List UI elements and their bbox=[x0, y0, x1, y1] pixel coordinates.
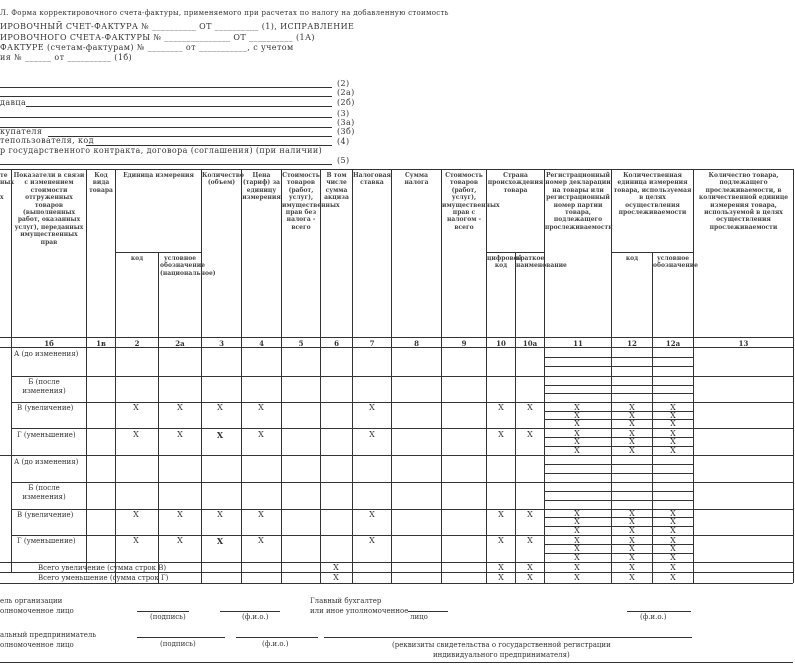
x-mark: X bbox=[574, 403, 580, 412]
field-code: (2б) bbox=[337, 98, 355, 107]
row-label-increase: В (увеличение) bbox=[17, 511, 74, 519]
head-org-label: ель организации олномоченное лицо bbox=[0, 597, 74, 615]
row-border bbox=[11, 482, 793, 483]
field-line bbox=[0, 87, 332, 88]
x-mark: X bbox=[498, 403, 504, 412]
signature-line bbox=[220, 611, 280, 612]
x-mark: X bbox=[133, 403, 139, 412]
col-number: 12 bbox=[627, 339, 637, 348]
col-number: 3 bbox=[219, 339, 224, 348]
field-line bbox=[26, 106, 332, 107]
field-code: (3а) bbox=[337, 118, 355, 127]
x-mark: X bbox=[574, 526, 580, 535]
signature-line bbox=[324, 637, 692, 638]
invoice-reference: ФАКТУРЕ (счетам-фактурам) № ________ от ___________, с учетом bbox=[0, 43, 294, 52]
header-tax-rate: Налоговая ставка bbox=[353, 172, 391, 187]
x-mark: X bbox=[574, 446, 580, 455]
field-label: тепользователя, код bbox=[0, 136, 94, 145]
col-number: 5 bbox=[298, 339, 304, 348]
field-code: (4) bbox=[337, 137, 350, 146]
table-border bbox=[0, 337, 793, 338]
x-mark: X bbox=[629, 403, 635, 412]
x-mark: X bbox=[498, 563, 504, 572]
header-unit-name: условное обозначение (национальное) bbox=[160, 255, 216, 277]
x-mark: X bbox=[369, 510, 375, 519]
col-border bbox=[652, 252, 653, 583]
x-mark: X bbox=[670, 437, 676, 446]
x-mark: X bbox=[670, 536, 676, 545]
x-mark: X bbox=[629, 419, 635, 428]
row-label-increase: В (увеличение) bbox=[17, 404, 74, 412]
col-number: 2 bbox=[134, 339, 140, 348]
field-code: (3б) bbox=[337, 127, 355, 136]
header-col-0: те ных х bbox=[0, 172, 14, 202]
field-line bbox=[0, 127, 332, 128]
row-label-before: А (до изменения) bbox=[14, 350, 79, 358]
row-label-before: А (до изменения) bbox=[14, 458, 79, 466]
signature-caption: (подпись) bbox=[160, 640, 196, 648]
col-border bbox=[515, 252, 516, 583]
subrow-border bbox=[544, 500, 693, 501]
signature-line bbox=[137, 637, 225, 638]
subrow-border bbox=[544, 464, 693, 465]
x-mark: X bbox=[670, 553, 676, 562]
fio-caption: (ф.и.о.) bbox=[262, 640, 289, 648]
x-mark: X bbox=[217, 403, 223, 412]
header-trace-code: код bbox=[625, 255, 639, 262]
col-border bbox=[158, 252, 159, 583]
x-mark: X bbox=[258, 536, 264, 545]
x-mark: X bbox=[574, 437, 580, 446]
col-number: 9 bbox=[461, 339, 467, 348]
bottom-border bbox=[0, 662, 793, 663]
field-line bbox=[0, 117, 332, 118]
x-mark: X bbox=[629, 517, 635, 526]
x-mark: X bbox=[133, 430, 139, 439]
x-mark: X bbox=[177, 403, 183, 412]
col-number: 8 bbox=[414, 339, 419, 348]
x-mark: X bbox=[527, 510, 533, 519]
col-number: 6 bbox=[334, 339, 339, 348]
header-unit-code: код bbox=[130, 255, 144, 262]
header-country-name: краткое наименование bbox=[516, 255, 567, 270]
x-mark: X bbox=[629, 553, 635, 562]
x-mark: X bbox=[498, 573, 504, 582]
x-mark: X bbox=[258, 403, 264, 412]
field-label: давца bbox=[0, 98, 27, 107]
header-cost-no-tax: Стоимость товаров (работ, услуг), имущественных прав без налога - всего bbox=[282, 172, 340, 231]
chief-accountant-label: Главный бухгалтер или иное уполномоченное bbox=[310, 597, 409, 615]
col-number: 1б bbox=[44, 339, 54, 348]
x-mark: X bbox=[177, 536, 183, 545]
x-mark: X bbox=[629, 526, 635, 535]
x-mark: X bbox=[670, 517, 676, 526]
col-number: 12а bbox=[665, 339, 681, 348]
subrow-border bbox=[544, 385, 693, 386]
x-mark: X bbox=[670, 573, 676, 582]
header-product-type-code: Код вида товара bbox=[89, 172, 113, 194]
subrow-border bbox=[544, 393, 693, 394]
col-number: 7 bbox=[369, 339, 375, 348]
invoice-correction-title: ИРОВОЧНОГО СЧЕТА-ФАКТУРЫ № _______________ ОТ __________ (1А) bbox=[0, 33, 315, 42]
col-number: 11 bbox=[573, 339, 583, 348]
x-mark: X bbox=[629, 544, 635, 553]
x-mark: X bbox=[629, 563, 635, 572]
field-line bbox=[0, 96, 332, 97]
field-label: р государственного контракта, договора (соглашения) (при наличии) bbox=[0, 146, 323, 155]
col-number: 10 bbox=[496, 339, 506, 348]
subrow-border bbox=[544, 366, 693, 367]
invoice-change-reference: ия № ______ от __________ (1б) bbox=[0, 53, 133, 62]
x-mark: X bbox=[629, 429, 635, 438]
header-trace-unit: Количественная единица измерения товара, используемая в целях осуществления прослеживаемости bbox=[613, 172, 692, 217]
col-number: 13 bbox=[738, 339, 749, 348]
chief-accountant-label-3: лицо bbox=[410, 613, 428, 621]
header-trace-name: условное обозначение bbox=[653, 255, 698, 270]
signature-line bbox=[137, 611, 189, 612]
x-mark: X bbox=[527, 430, 533, 439]
x-mark: X bbox=[670, 563, 676, 572]
fio-caption: (ф.и.о.) bbox=[242, 613, 269, 621]
field-line bbox=[0, 164, 332, 165]
x-mark: X bbox=[369, 430, 375, 439]
row-border bbox=[0, 455, 793, 456]
x-mark: X bbox=[177, 430, 183, 439]
signature-line bbox=[236, 637, 318, 638]
x-mark: X bbox=[629, 573, 635, 582]
field-code: (2) bbox=[337, 79, 350, 88]
header-cost-with-tax: Стоимость товаров (работ, услуг), имущественных прав с налогом - всего bbox=[442, 172, 500, 231]
col-number: 2а bbox=[175, 339, 185, 348]
x-mark: X bbox=[670, 419, 676, 428]
x-mark: X bbox=[498, 510, 504, 519]
signature-line bbox=[408, 611, 448, 612]
invoice-title: ИРОВОЧНЫЙ СЧЕТ-ФАКТУРА № __________ ОТ __________ (1), ИСПРАВЛЕНИЕ bbox=[0, 22, 355, 31]
table-border bbox=[0, 169, 793, 170]
x-mark: X bbox=[527, 536, 533, 545]
form-title: Л. Форма корректировочного счета-фактуры, применяемого при расчетах по налогу на добавленную стоимость bbox=[0, 9, 449, 17]
row-label-decrease: Г (уменьшение) bbox=[17, 537, 76, 545]
field-code: (5) bbox=[337, 156, 350, 165]
x-mark: X bbox=[670, 429, 676, 438]
x-mark: X bbox=[216, 430, 224, 440]
x-mark: X bbox=[670, 526, 676, 535]
x-mark: X bbox=[574, 411, 580, 420]
x-mark: X bbox=[369, 403, 375, 412]
x-mark: X bbox=[177, 510, 183, 519]
header-price: Цена (тариф) за единицу измерения bbox=[242, 172, 281, 202]
x-mark: X bbox=[574, 544, 580, 553]
header-country-code: цифровой код bbox=[487, 255, 523, 270]
header-tax-sum: Сумма налога bbox=[404, 172, 429, 187]
header-country: Страна происхождения товара bbox=[487, 172, 544, 194]
field-code: (3) bbox=[337, 109, 350, 118]
x-mark: X bbox=[629, 536, 635, 545]
header-quantity: Количество (объем) bbox=[202, 172, 244, 187]
header-trace-qty: Количество товара, подлежащего прослеживаемости, в количественной единице измерения товара, используемой в целях осуществления прослеживаемости bbox=[698, 172, 789, 231]
x-mark: X bbox=[574, 553, 580, 562]
row-label-after: Б (после изменения) bbox=[22, 484, 66, 501]
header-indicators: Показатели в связи с изменением стоимости отгруженных товаров (выполненных работ, оказанных услуг), переданных имущественных прав bbox=[13, 172, 85, 246]
x-mark: X bbox=[574, 509, 580, 518]
x-mark: X bbox=[133, 536, 139, 545]
entrepreneur-label: альный предприниматель олномоченное лицо bbox=[0, 631, 97, 649]
x-mark: X bbox=[133, 510, 139, 519]
table-border bbox=[0, 583, 793, 584]
x-mark: X bbox=[258, 510, 264, 519]
total-decrease-label: Всего уменьшение (сумма строк Г) bbox=[38, 574, 169, 582]
x-mark: X bbox=[574, 573, 580, 582]
row-label-decrease: Г (уменьшение) bbox=[17, 431, 76, 439]
header-reg-number: Регистрационный номер декларации на товары или регистрационный номер партии товара, подлежащего прослеживаемости bbox=[545, 172, 613, 231]
x-mark: X bbox=[498, 536, 504, 545]
x-mark: X bbox=[369, 536, 375, 545]
signature-caption: (подпись) bbox=[150, 613, 186, 621]
subrow-border bbox=[544, 357, 693, 358]
col-number: 4 bbox=[259, 339, 264, 348]
x-mark: X bbox=[670, 544, 676, 553]
x-mark: X bbox=[527, 573, 533, 582]
x-mark: X bbox=[217, 510, 223, 519]
col-border bbox=[793, 169, 794, 583]
x-mark: X bbox=[670, 403, 676, 412]
field-code: (2а) bbox=[337, 88, 355, 97]
x-mark: X bbox=[670, 446, 676, 455]
x-mark: X bbox=[574, 563, 580, 572]
x-mark: X bbox=[629, 509, 635, 518]
requisites-caption: (реквизиты свидетельства о государственной регистрации индивидуального предпринимателя) bbox=[392, 641, 611, 659]
x-mark: X bbox=[333, 573, 339, 582]
subrow-border bbox=[544, 473, 693, 474]
x-mark: X bbox=[333, 563, 339, 572]
col-number: 10а bbox=[522, 339, 538, 348]
x-mark: X bbox=[527, 563, 533, 572]
x-mark: X bbox=[670, 411, 676, 420]
x-mark: X bbox=[216, 536, 224, 546]
col-number: 1в bbox=[96, 339, 106, 348]
header-excise: В том числе сумма акциза bbox=[324, 172, 349, 202]
row-label-after: Б (после изменения) bbox=[22, 378, 66, 395]
x-mark: X bbox=[574, 419, 580, 428]
subrow-border bbox=[544, 491, 693, 492]
x-mark: X bbox=[629, 446, 635, 455]
total-increase-label: Всего увеличение (сумма строк В) bbox=[38, 564, 167, 572]
x-mark: X bbox=[258, 430, 264, 439]
fio-caption: (ф.и.о.) bbox=[640, 613, 667, 621]
x-mark: X bbox=[670, 509, 676, 518]
x-mark: X bbox=[527, 403, 533, 412]
field-label: купателя bbox=[0, 127, 43, 136]
x-mark: X bbox=[574, 536, 580, 545]
x-mark: X bbox=[629, 411, 635, 420]
x-mark: X bbox=[574, 517, 580, 526]
row-border bbox=[11, 376, 793, 377]
x-mark: X bbox=[629, 437, 635, 446]
x-mark: X bbox=[498, 430, 504, 439]
header-unit: Единица измерения bbox=[123, 172, 194, 179]
x-mark: X bbox=[574, 429, 580, 438]
signature-line bbox=[627, 611, 691, 612]
